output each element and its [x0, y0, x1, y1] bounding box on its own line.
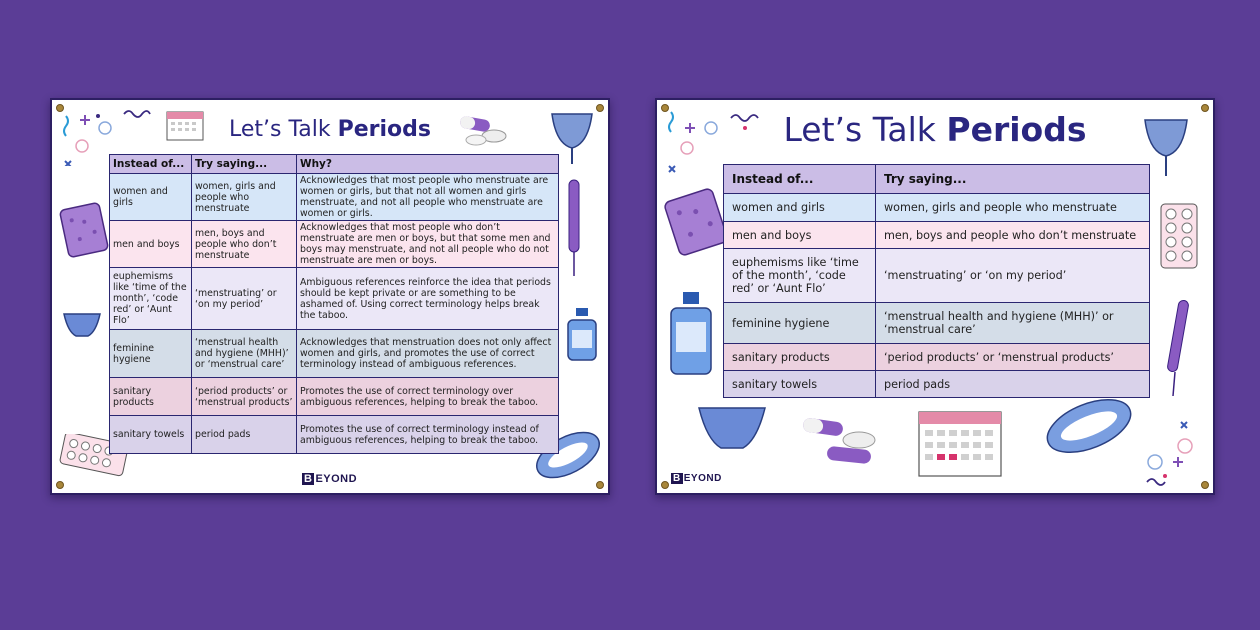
poster-right	[655, 98, 1215, 495]
header-instead: Instead of...	[110, 155, 192, 174]
squiggle-icon	[729, 110, 761, 132]
terminology-table	[723, 164, 1150, 398]
cell-instead: sanitary products	[724, 344, 876, 371]
cell-try: ‘menstruating’ or ‘on my period’	[876, 249, 1150, 303]
pin-icon	[56, 481, 64, 489]
cell-try: ‘menstrual health and hygiene (MHH)’ or ‘menstrual care’	[876, 303, 1150, 344]
cell-try: period pads	[192, 416, 297, 454]
table-row	[110, 330, 559, 378]
cell-why: Ambiguous references reinforce the idea that periods should be kept private or are something to be ashamed of. Using correct terminology helps break the taboo.	[297, 268, 559, 330]
beyond-logo: B EYOND	[304, 473, 358, 485]
cell-why: Acknowledges that most people who menstruate are women or girls, but that not all women and girls menstruate, and not all people who menstruate are women or girls.	[297, 174, 559, 221]
table-row	[110, 416, 559, 454]
cell-why: Promotes the use of correct terminology over ambiguous references, helping to break the taboo.	[297, 378, 559, 416]
header-try: Try saying...	[876, 165, 1150, 194]
tampon-icon	[1163, 296, 1193, 400]
soap-bottle-icon	[562, 306, 602, 364]
cell-why: Acknowledges that most people who don’t menstruate are men or boys, but that some men and boys may menstruate, and not all people who do not menstruate are men or boys.	[297, 221, 559, 268]
cell-instead: women and girls	[724, 194, 876, 222]
table-row	[724, 344, 1150, 371]
table-row	[724, 249, 1150, 303]
cell-try: women, girls and people who menstruate	[876, 194, 1150, 222]
header-instead: Instead of...	[724, 165, 876, 194]
cell-instead: sanitary towels	[110, 416, 192, 454]
table-row	[110, 174, 559, 221]
wrapped-pad-icon	[58, 198, 110, 264]
cell-try: women, girls and people who menstruate	[192, 174, 297, 221]
title-bold: Periods	[337, 117, 431, 142]
soap-bottle-icon	[663, 290, 719, 380]
title-bold: Periods	[946, 110, 1087, 149]
table-row	[724, 303, 1150, 344]
pin-icon	[596, 104, 604, 112]
cell-try: men, boys and people who don’t menstruate	[876, 222, 1150, 249]
confetti-icon	[1145, 418, 1205, 490]
confetti-icon	[665, 108, 725, 178]
cell-try: ‘period products’ or ‘menstrual products’	[876, 344, 1150, 371]
cell-instead: men and boys	[724, 222, 876, 249]
pills-icon	[456, 112, 510, 148]
poster-left	[50, 98, 610, 495]
cell-instead: euphemisms like ‘time of the month’, ‘code red’ or ‘Aunt Flo’	[724, 249, 876, 303]
pill-pack-icon	[1157, 200, 1201, 272]
calendar-icon	[164, 106, 208, 146]
cell-why: Acknowledges that menstruation does not only affect women and girls, and promotes the use of correct terminology instead of ambiguous references.	[297, 330, 559, 378]
terminology-table	[109, 154, 559, 454]
table-row	[110, 378, 559, 416]
pills-icon	[799, 414, 883, 470]
tampon-icon	[562, 176, 586, 280]
table-row	[110, 268, 559, 330]
header-try: Try saying...	[192, 155, 297, 174]
table-row	[724, 194, 1150, 222]
cell-instead: men and boys	[110, 221, 192, 268]
calendar-icon	[913, 404, 1007, 482]
header-why: Why?	[297, 155, 559, 174]
wrapped-pad-icon	[661, 182, 731, 266]
cell-instead: feminine hygiene	[724, 303, 876, 344]
table-header-row	[724, 165, 1150, 194]
cell-try: ‘menstruating’ or ‘on my period’	[192, 268, 297, 330]
table-row	[724, 222, 1150, 249]
cell-try: period pads	[876, 371, 1150, 398]
cell-instead: sanitary products	[110, 378, 192, 416]
underwear-icon	[695, 402, 769, 456]
table-header-row	[110, 155, 559, 174]
squiggle-icon	[122, 106, 152, 118]
pad-icon	[1041, 388, 1137, 464]
cell-instead: women and girls	[110, 174, 192, 221]
table-row	[110, 221, 559, 268]
cell-instead: feminine hygiene	[110, 330, 192, 378]
cell-why: Promotes the use of correct terminology instead of ambiguous references, helping to break the taboo.	[297, 416, 559, 454]
title-prefix: Let’s Talk	[783, 110, 947, 149]
cell-try: men, boys and people who don’t menstruate	[192, 221, 297, 268]
cell-try: ‘menstrual health and hygiene (MHH)’ or ‘menstrual care’	[192, 330, 297, 378]
title-prefix: Let’s Talk	[228, 117, 338, 142]
cell-instead: euphemisms like ‘time of the month’, ‘code red’ or ‘Aunt Flo’	[110, 268, 192, 330]
beyond-logo: B EYOND	[673, 473, 722, 484]
pin-icon	[661, 481, 669, 489]
cell-instead: sanitary towels	[724, 371, 876, 398]
underwear-icon	[60, 308, 104, 344]
cell-try: ‘period products’ or ‘menstrual products’	[192, 378, 297, 416]
page-title	[52, 117, 608, 142]
table-row	[724, 371, 1150, 398]
